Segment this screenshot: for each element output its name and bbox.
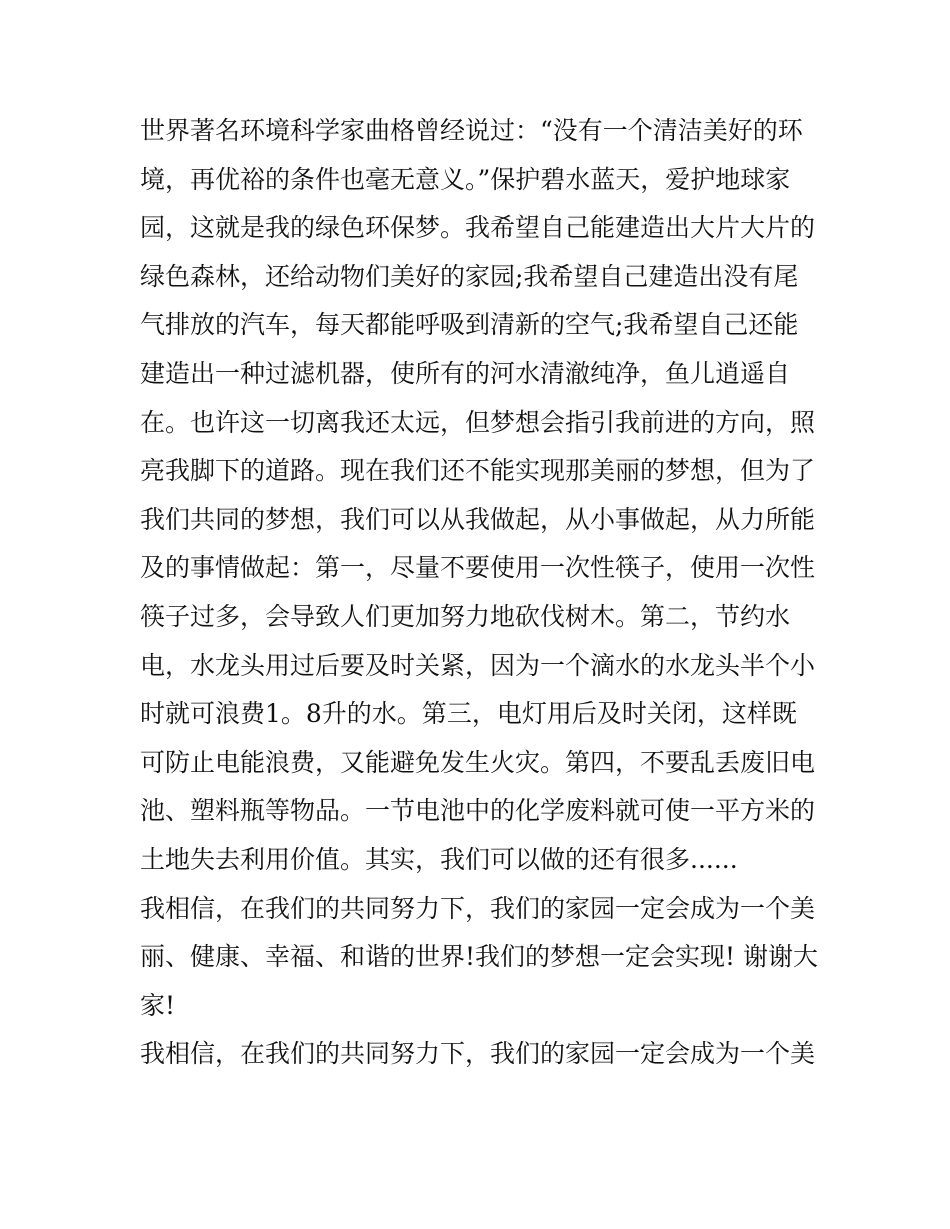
- text-line: 亮我脚下的道路。现在我们还不能实现那美丽的梦想，但为了: [140, 456, 816, 486]
- essay-text: [140, 107, 830, 1079]
- text-line: 家!: [140, 990, 176, 1020]
- text-line: 气排放的汽车，每天都能呼吸到清新的空气;我希望自己还能: [140, 310, 799, 340]
- text-line: 我们共同的梦想，我们可以从我做起，从小事做起，从力所能: [140, 504, 816, 534]
- text-line: 池、塑料瓶等物品。一节电池中的化学废料就可使一平方米的: [140, 796, 816, 826]
- text-line: 土地失去利用价值。其实，我们可以做的还有很多......: [140, 844, 738, 874]
- text-line: 时就可浪费1。8升的水。第三，电灯用后及时关闭，这样既: [140, 699, 797, 729]
- text-line: 绿色森林，还给动物们美好的家园;我希望自己建造出没有尾: [140, 261, 799, 291]
- text-line: 世界著名环境科学家曲格曾经说过：“没有一个清洁美好的环: [140, 116, 803, 145]
- text-line: 丽、健康、幸福、和谐的世界!我们的梦想一定会实现! 谢谢大: [140, 942, 819, 972]
- text-line: 园，这就是我的绿色环保梦。我希望自己能建造出大片大片的: [140, 213, 816, 243]
- text-line: 我相信，在我们的共同努力下，我们的家园一定会成为一个美: [140, 1039, 816, 1069]
- text-line: 建造出一种过滤机器，使所有的河水清澈纯净，鱼儿逍遥自: [140, 358, 791, 388]
- text-line: 我相信，在我们的共同努力下，我们的家园一定会成为一个美: [140, 893, 816, 923]
- text-line: 电，水龙头用过后要及时关紧，因为一个滴水的水龙头半个小: [140, 650, 816, 680]
- text-line: 及的事情做起：第一，尽量不要使用一次性筷子，使用一次性: [140, 553, 816, 583]
- text-line: 在。也许这一切离我还太远，但梦想会指引我前进的方向，照: [140, 407, 816, 437]
- text-line: 可防止电能浪费，又能避免发生火灾。第四，不要乱丢废旧电: [140, 747, 816, 777]
- text-line: 筷子过多，会导致人们更加努力地砍伐树木。第二，节约水: [140, 601, 791, 631]
- text-line: 境，再优裕的条件也毫无意义。”保护碧水蓝天，爱护地球家: [140, 164, 791, 194]
